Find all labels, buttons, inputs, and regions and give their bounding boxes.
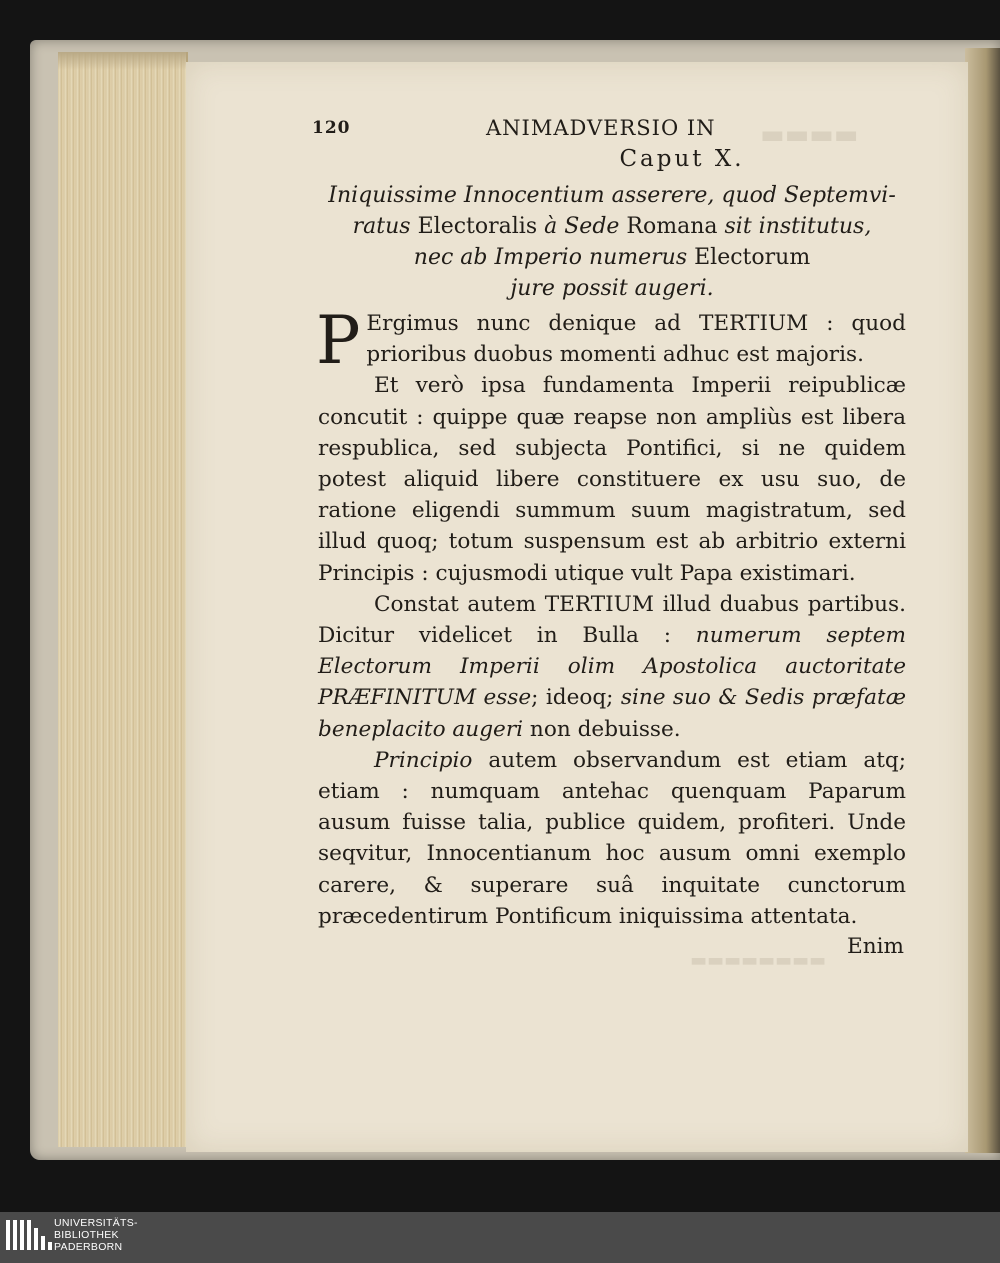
drop-cap: P [316, 302, 361, 379]
heading-line: Iniquissime Innocentium asserere, quod Septemvi- [328, 183, 896, 208]
page-number: 120 [312, 118, 351, 138]
bulla-quote: sine suo & Sedis præfatæ beneplacito augeri [318, 685, 906, 742]
chapter-title: Caput X. [619, 146, 745, 172]
library-name-line: BIBLIOTHEK [54, 1229, 119, 1241]
heading-word: Electoralis [417, 214, 538, 239]
paragraph-text: ; ideoq; [531, 685, 621, 711]
paragraph-4 [318, 745, 906, 932]
heading-word: Romana [626, 214, 718, 239]
heading-line: nec ab Imperio numerus [413, 245, 695, 270]
library-footer [0, 1212, 1000, 1263]
library-name-line: PADERBORN [54, 1241, 123, 1253]
heading-word: Electorum [694, 245, 811, 270]
library-name [54, 1217, 138, 1253]
paragraph-1 [316, 302, 906, 379]
page-edges [58, 52, 188, 1147]
emphasis: Principio [374, 747, 473, 773]
right-page-fold [965, 48, 1000, 1153]
heading-word: sit institutus, [717, 214, 872, 239]
show-through: ▬▬▬▬▬▬▬▬ [690, 950, 827, 971]
paragraph-text: autem observandum est etiam atq; etiam : numquam antehac quenquam Paparum ausum fuisse talia, publice quidem, profiteri. Unde seqvitur, Innocentianum hoc ausum omni exemplo carere, & superare suâ inquitate cunctorum præcedentirum Pontificum iniquissima attentata. [318, 747, 906, 929]
library-logo-icon [6, 1220, 52, 1250]
heading-word: à Sede [537, 214, 627, 239]
library-name-line: UNIVERSITÄTS- [54, 1217, 138, 1229]
paragraph-text: non debuisse. [523, 716, 681, 742]
page-text [312, 116, 906, 960]
heading-line: ratus [352, 214, 418, 239]
page-header [312, 116, 906, 144]
paragraph-text: Et verò ipsa fundamenta Imperii reipublicæ concutit : quippe quæ reapse non ampliùs est libera respublica, sed subjecta Pontifici, si ne quidem potest aliquid libere constituere ex usu suo, de ratione eligendi summum suum magistratum, sed illud quoq; totum suspensum est ab arbitrio externi Principis : cujusmodi utique vult Papa existimari. [318, 373, 906, 586]
show-through: ▬▬▬▬ [760, 120, 859, 150]
paragraph-3 [318, 589, 906, 745]
catchword: Enim [846, 934, 904, 960]
paragraph-text: Ergimus nunc denique ad TERTIUM : quod prioribus duobus momenti adhuc est majoris. [366, 311, 906, 368]
running-head: ANIMADVERSIO IN [486, 116, 716, 140]
chapter-heading [318, 180, 906, 304]
paragraph-2 [318, 370, 906, 588]
bulla-quote: numerum septem Electorum Imperii olim Apostolica auctoritate PRÆFINITUM esse [318, 623, 906, 711]
paragraph-text: Constat autem TERTIUM illud duabus partibus. Dicitur videlicet in Bulla : [318, 591, 906, 649]
heading-line: jure possit augeri. [510, 276, 714, 301]
